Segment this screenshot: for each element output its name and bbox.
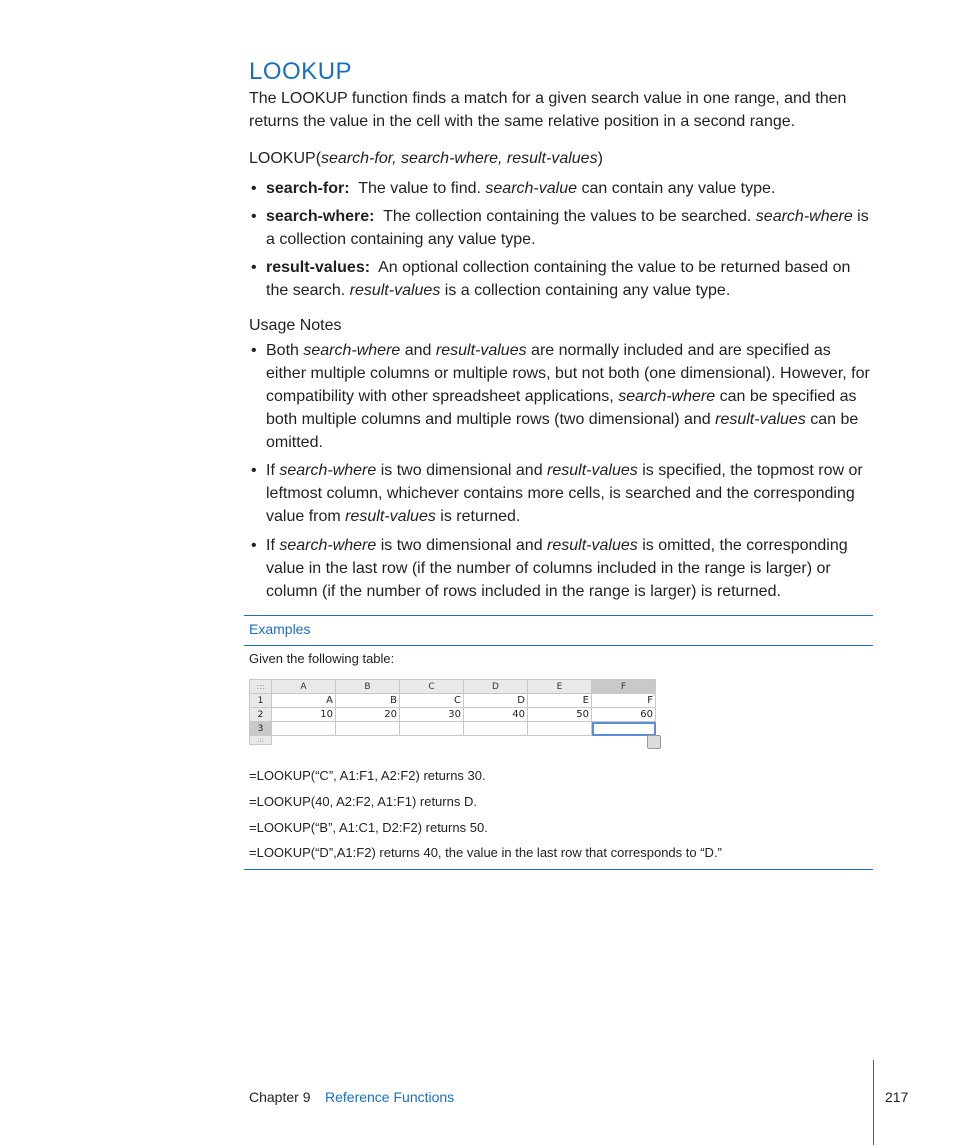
syntax-args: search-for, search-where, result-values (321, 150, 598, 167)
selected-table-cell[interactable] (592, 722, 656, 736)
examples-heading: Examples (249, 621, 311, 637)
argument-result-values: • result-values: An optional collection containing the value to be returned based on the search. result-values is a collection containing any value type. (251, 259, 851, 299)
example-spreadsheet-table (249, 679, 656, 745)
table-corner-handle[interactable]: ::: (250, 680, 272, 694)
example-3: =LOOKUP(“B”, A1:C1, D2:F2) returns 50. (249, 820, 488, 835)
table-cell[interactable]: 30 (400, 708, 464, 722)
syntax-function-name: LOOKUP (249, 150, 316, 167)
function-title: LOOKUP (249, 58, 353, 85)
table-row (250, 722, 656, 736)
table-cell[interactable]: 60 (592, 708, 656, 722)
usage-note-2: • If search-where is two dimensional and result-values is specified, the topmost row or leftmost column, whichever contains more cells, is searched and the corresponding value from result-values is returned. (251, 462, 863, 525)
usage-note-3: • If search-where is two dimensional and result-values is omitted, the corresponding value in the last row (if the number of columns included in the range is larger) or column (if the number of rows included in the range is larger) is returned. (251, 537, 848, 600)
column-header-b[interactable]: B (336, 680, 400, 694)
footer-section-link[interactable]: Reference Functions (325, 1089, 455, 1105)
footer-divider (873, 1060, 874, 1145)
usage-notes-heading: Usage Notes (249, 317, 342, 334)
table-cell[interactable]: B (336, 694, 400, 708)
examples-top-rule (244, 615, 873, 616)
column-header-f[interactable]: F (592, 680, 656, 694)
table-cell[interactable] (336, 722, 400, 736)
column-header-c[interactable]: C (400, 680, 464, 694)
table-cell[interactable] (464, 722, 528, 736)
table-cell[interactable]: 40 (464, 708, 528, 722)
table-cell[interactable]: F (592, 694, 656, 708)
example-1: =LOOKUP(“C”, A1:F1, A2:F2) returns 30. (249, 768, 486, 783)
table-cell[interactable] (400, 722, 464, 736)
table-cell[interactable]: 50 (528, 708, 592, 722)
column-header-e[interactable]: E (528, 680, 592, 694)
column-header-d[interactable]: D (464, 680, 528, 694)
column-add-handle[interactable] (653, 680, 662, 696)
table-cell[interactable] (528, 722, 592, 736)
example-4: =LOOKUP(“D”,A1:F2) returns 40, the value in the last row that corresponds to “D.” (249, 845, 722, 860)
examples-heading-rule (244, 645, 873, 646)
table-cell[interactable] (272, 722, 336, 736)
table-row (250, 708, 656, 722)
table-cell[interactable]: A (272, 694, 336, 708)
row-header-3[interactable]: 3 (250, 722, 272, 736)
column-header-row (250, 680, 656, 694)
table-cell[interactable]: 20 (336, 708, 400, 722)
given-table-caption: Given the following table: (249, 651, 395, 666)
table-cell[interactable]: E (528, 694, 592, 708)
syntax-line: LOOKUP(search-for, search-where, result-values) (249, 150, 603, 167)
intro-paragraph: The LOOKUP function finds a match for a given search value in one range, and then returns the value in the cell with the same relative position in a second range. (249, 90, 847, 130)
row-header-1[interactable]: 1 (250, 694, 272, 708)
page-number: 217 (885, 1089, 909, 1105)
table-cell[interactable]: D (464, 694, 528, 708)
usage-note-1: • Both search-where and result-values are normally included and are specified as either multiple columns or multiple rows, but not both (one dimensional). However, for compatibility with other spreadsheet applications, search-where can be specified as both multiple columns and multiple rows (two dimensional) and result-values can be omitted. (251, 342, 870, 451)
footer-chapter: Chapter 9 (249, 1089, 311, 1105)
argument-search-where: • search-where: The collection containing the values to be searched. search-where is a collection containing any value type. (251, 208, 869, 248)
table-row (250, 694, 656, 708)
argument-search-for: • search-for: The value to find. search-value can contain any value type. (251, 180, 776, 197)
example-2: =LOOKUP(40, A2:F2, A1:F1) returns D. (249, 794, 477, 809)
table-cell[interactable]: C (400, 694, 464, 708)
row-resize-handle[interactable]: ::: (250, 736, 272, 745)
table-bottom-handle-row (250, 736, 656, 745)
column-header-a[interactable]: A (272, 680, 336, 694)
examples-bottom-rule (244, 869, 873, 870)
table-resize-handle-icon[interactable] (647, 735, 661, 749)
row-header-2[interactable]: 2 (250, 708, 272, 722)
table-cell[interactable]: 10 (272, 708, 336, 722)
